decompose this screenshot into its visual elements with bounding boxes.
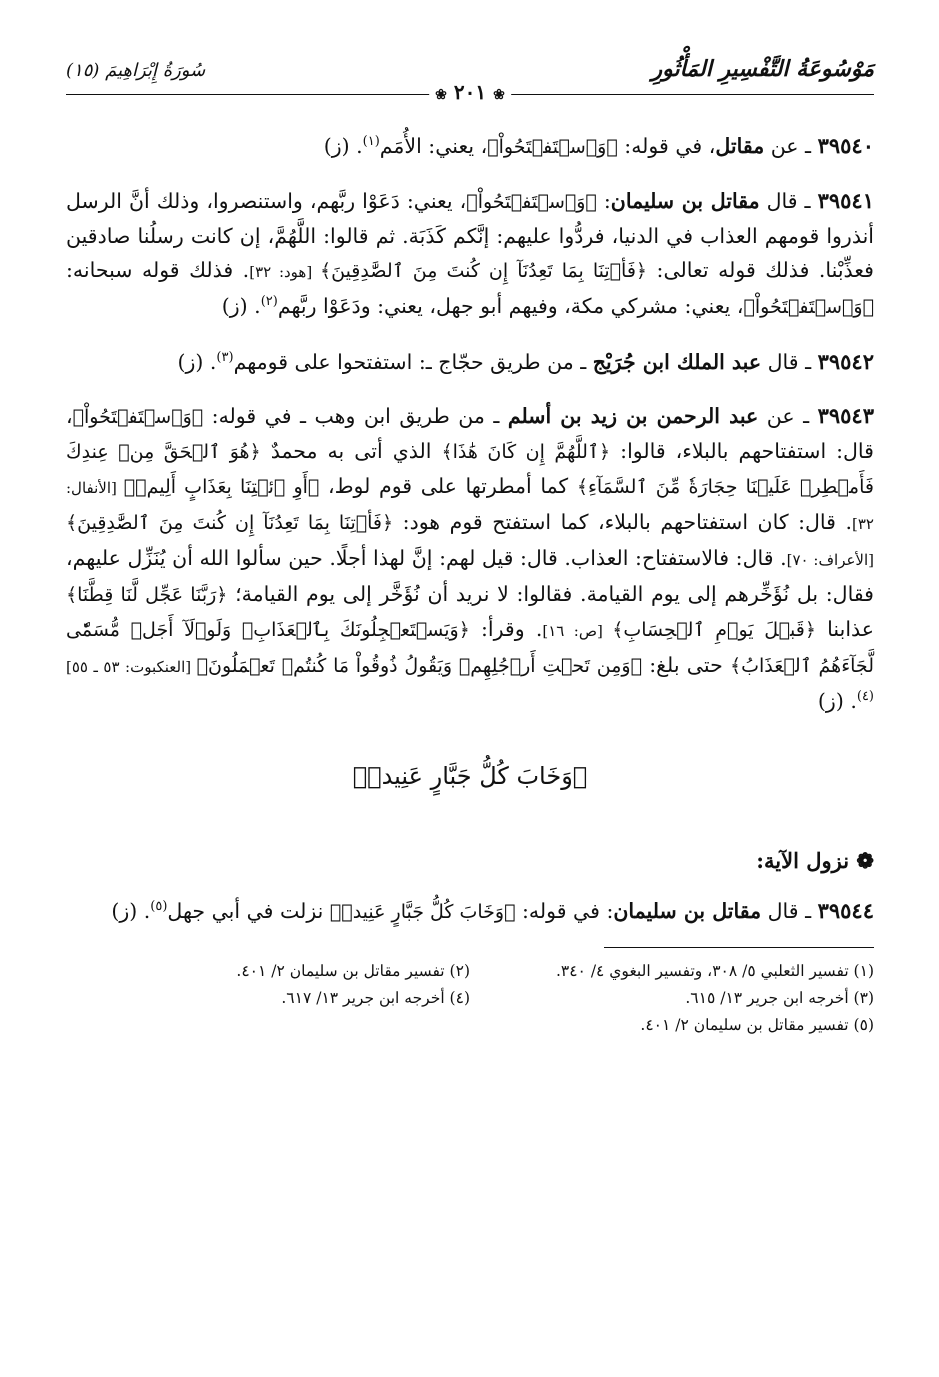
quran-quote: ﴿رَبَّنَا عَجِّل لَّنَا قِطَّنَا﴾ xyxy=(66,584,228,606)
narrator: عبد الرحمن بن زيد بن أسلم xyxy=(507,404,759,428)
verse-heading: ﴿وَخَابَ كُلُّ جَبَّارٍ عَنِيدٖ﴾ xyxy=(352,762,588,790)
entry-text: ، في قوله: xyxy=(617,133,716,158)
quran-quote: ﴿هُوَ ٱلۡحَقَّ مِنۡ عِندِكَ فَأَمۡطِرۡ عَلَيۡنَا حِجَارَةٗ مِّنَ ٱلسَّمَآءِ﴾ xyxy=(66,441,874,498)
footnote-row xyxy=(66,985,874,1012)
narrator: عبد الملك ابن جُرَيْج xyxy=(592,349,762,374)
footnote-marker: (٥) xyxy=(150,898,168,914)
footnote-marker: (٤) xyxy=(856,689,874,705)
entry-text: . وقرأ: xyxy=(469,617,543,641)
page-number-block xyxy=(429,80,511,104)
verse-reference: [هود: ٣٢] xyxy=(249,263,320,281)
entry-text: : xyxy=(596,189,611,213)
quran-quote: ﴿قَبۡلَ يَوۡمِ ٱلۡحِسَابِ﴾ xyxy=(612,619,816,641)
quran-quote: ﴿وَٱسۡتَفۡتَحُواْ﴾ xyxy=(72,406,204,428)
entry-text: ـ عن xyxy=(758,404,818,428)
quran-quote: ﴿أَوِ ٱئۡتِنَا بِعَذَابٍ أَلِيمٖ﴾ xyxy=(123,476,320,498)
footnote: (٣) أخرجه ابن جرير ١٣/ ٦١٥. xyxy=(685,988,874,1007)
entry-text: . قال: كان استفتاحهم بالبلاء، كما استفتح قوم هود: xyxy=(393,510,853,534)
entry-number: ٣٩٥٤٢ xyxy=(817,348,874,374)
quran-quote: ﴿فَأۡتِنَا بِمَا تَعِدُنَآ إِن كُنتَ مِنَ ٱلصَّٰدِقِينَ﴾ xyxy=(66,512,394,534)
hadith-entry xyxy=(66,894,874,929)
page-header xyxy=(66,52,874,108)
entry-text: ، يعني: دَعَوْا ربَّهم، واستنصروا، وذلك أنَّ الرسل أنذروا قومهم العذاب في الدنيا، فردُّوا عليهم: إنَّكم كَذَبَة. ثم قالوا: اللَّهُمَّ، إن كانت رسلُنا صادقين فعذِّبْنا. فذلك قوله تعالى: xyxy=(66,189,874,282)
entry-text: . فذلك قوله سبحانه: xyxy=(66,258,250,282)
quran-quote: ﴿وَٱسۡتَفۡتَحُواْ﴾ xyxy=(466,191,597,213)
entry-text: ، يعني: مشركي مكة، وفيهم أبو جهل، يعني: ودَعَوْا ربَّهم xyxy=(277,294,744,318)
footnote-row xyxy=(66,1012,874,1039)
entry-text: الذي أتى به محمدٌ xyxy=(260,439,442,463)
section-title-text: نزول الآية: xyxy=(756,848,850,873)
footnote-marker: (٢) xyxy=(260,294,278,310)
entry-text: : في قوله: xyxy=(515,898,614,923)
footnote-marker: (٣) xyxy=(216,349,234,365)
entry-text: ، قال: استفتاحهم بالبلاء، قالوا: xyxy=(66,404,874,463)
footnotes xyxy=(66,958,874,1039)
hadith-entry xyxy=(66,129,874,164)
page-number: ٢٠١ xyxy=(453,80,487,104)
flower-icon: ❁ xyxy=(856,848,874,873)
page xyxy=(66,52,874,1352)
entry-text: حتى بلغ: xyxy=(641,653,730,677)
entry-text: . (ز) xyxy=(177,349,217,374)
section-title xyxy=(66,848,874,873)
hadith-entry xyxy=(66,399,874,718)
entry-text: ـ قال xyxy=(761,349,818,374)
surah-title: سُورَةُ إِبْرَاهِيمَ (١٥) xyxy=(66,60,206,81)
footnote: (٤) أخرجه ابن جرير ١٣/ ٦١٧. xyxy=(281,988,470,1007)
narrator: مقاتل بن سليمان xyxy=(610,189,760,213)
entry-number: ٣٩٥٤٠ xyxy=(817,132,874,158)
entry-text: . (ز) xyxy=(221,294,261,318)
entry-text: . قال: فالاستفتاح: العذاب. قال: قيل لهم: إنَّ لهذا أجلًا. حين سألوا الله أن يُنَزِّل عليهم، فقال: بل نُؤَخِّرهم إلى يوم القيامة. فقالوا: لا نريد أن نُؤَخَّر إلى يوم القيامة؛ xyxy=(66,546,874,606)
quran-quote: ﴿ٱللَّهُمَّ إِن كَانَ هَٰذَا﴾ xyxy=(441,441,611,463)
entry-text: . (ز) xyxy=(817,689,857,713)
footnote: (٢) تفسير مقاتل بن سليمان ٢/ ٤٠١. xyxy=(236,961,470,980)
entry-text: ـ من طريق ابن وهب ـ في قوله: xyxy=(203,404,508,428)
verse-reference: [ص: ١٦] xyxy=(542,622,613,640)
entry-text: كما أمطرتها على قوم لوط، xyxy=(319,474,577,498)
footnote-marker: (١) xyxy=(362,133,380,149)
hadith-entry xyxy=(66,345,874,379)
entry-text: نزلت في أبي جهل xyxy=(167,898,330,923)
quran-quote: ﴿وَٱسۡتَفۡتَحُواْ﴾ xyxy=(487,135,618,158)
entry-text: ـ قال xyxy=(759,189,818,213)
quran-quote: ﴿فَأۡتِنَا بِمَا تَعِدُنَآ إِن كُنتَ مِنَ ٱلصَّٰدِقِينَ﴾ xyxy=(319,260,648,282)
verse-reference: [الأنفال: ٣٢] xyxy=(66,479,874,533)
entry-text: عذابنا xyxy=(816,617,875,641)
entry-number: ٣٩٥٤٣ xyxy=(817,403,874,428)
narrator: مقاتل xyxy=(715,133,765,158)
footnote-row xyxy=(66,958,874,985)
ornament-icon: ❀ xyxy=(435,87,447,103)
footnote: (٥) تفسير مقاتل بن سليمان ٢/ ٤٠١. xyxy=(640,1015,874,1034)
entry-text: . (ز) xyxy=(111,898,151,923)
entry-number: ٣٩٥٤١ xyxy=(817,188,874,213)
narrator: مقاتل بن سليمان xyxy=(613,898,762,923)
quran-quote: ﴿وَٱسۡتَفۡتَحُواْ﴾ xyxy=(743,296,874,318)
ornament-icon: ❀ xyxy=(493,87,505,103)
quran-quote: ﴿وَيَسۡتَعۡجِلُونَكَ بِٱلۡعَذَابِۚ وَلَوۡلَآ أَجَلٞ مُّسَمّٗى لَّجَآءَهُمُ ٱلۡعَذَابُ﴾ xyxy=(66,619,874,677)
entry-text: ـ من طريق حجّاج ـ: استفتحوا على قومهم xyxy=(233,349,593,374)
entry-text: . (ز) xyxy=(323,133,363,158)
entry-text: ، يعني: الأُمَم xyxy=(379,133,488,158)
entry-number: ٣٩٥٤٤ xyxy=(817,897,874,923)
entry-text: ـ قال xyxy=(761,898,818,923)
quran-quote: ﴿وَخَابَ كُلُّ جَبَّارٍ عَنِيدٖ﴾ xyxy=(329,900,516,923)
quran-quote: ﴿وَمِن تَحۡتِ أَرۡجُلِهِمۡ وَيَقُولُ ذُوقُواْ مَا كُنتُمۡ تَعۡمَلُونَ﴾ xyxy=(196,655,642,677)
footnote: (١) تفسير الثعلبي ٥/ ٣٠٨، وتفسير البغوي ٤/ ٣٤٠. xyxy=(555,961,874,980)
hadith-entry xyxy=(66,184,874,324)
entry-text: ـ عن xyxy=(764,133,818,158)
book-title: مَوْسُوعَةُ التَّفْسِيرِ المَأْثُورِ xyxy=(651,56,874,82)
footnote-rule xyxy=(604,947,874,948)
verse-reference: [العنكبوت: ٥٣ ـ ٥٥] xyxy=(66,658,197,676)
verse-reference: [الأعراف: ٧٠] xyxy=(786,551,874,569)
